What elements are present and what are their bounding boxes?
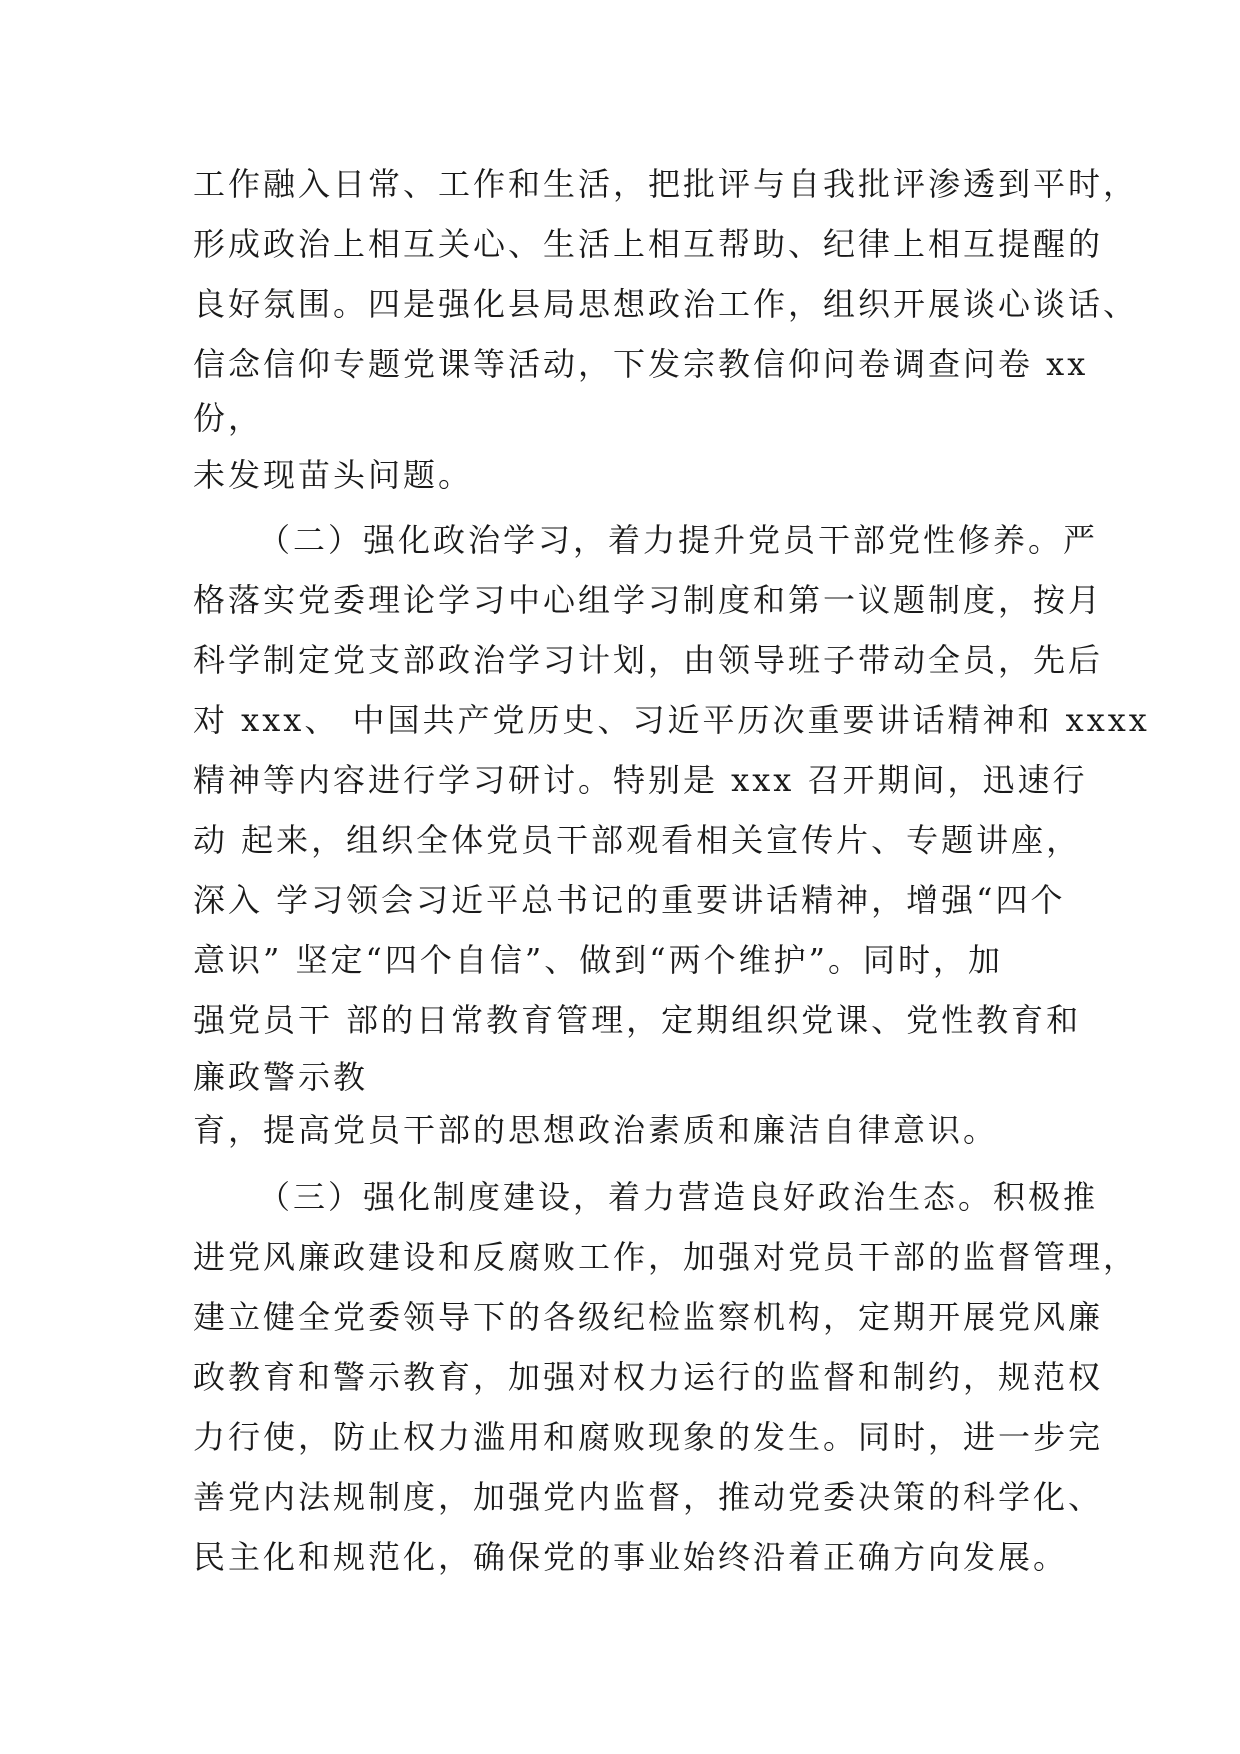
paragraph-2-line-8: 意识” 坚定“四个自信”、做到“两个维护”。同时，加 [193, 941, 1003, 979]
paragraph-1-line-3: 良好氛围。四是强化县局思想政治工作，组织开展谈心谈话、 [193, 285, 1139, 323]
paragraph-1-line-1: 工作融入日常、工作和生活，把批评与自我批评渗透到平时， [193, 165, 1139, 203]
paragraph-2-line-9: 强党员干 部的日常教育管理，定期组织党课、党性教育和 [193, 1001, 1082, 1039]
paragraph-3-line-1: （三）强化制度建设，着力营造良好政治生态。积极推 [258, 1178, 1099, 1216]
paragraph-2-line-7: 深入 学习领会习近平总书记的重要讲话精神，增强“四个 [193, 881, 1066, 919]
paragraph-3-line-6: 善党内法规制度，加强党内监督，推动党委决策的科学化、 [193, 1478, 1104, 1516]
paragraph-3-line-4: 政教育和警示教育，加强对权力运行的监督和制约，规范权 [193, 1358, 1104, 1396]
paragraph-1-line-4: 信念信仰专题党课等活动，下发宗教信仰问卷调查问卷 xx [193, 345, 1089, 383]
paragraph-3-line-7: 民主化和规范化，确保党的事业始终沿着正确方向发展。 [193, 1538, 1069, 1576]
paragraph-1-line-5: 份， [193, 399, 264, 437]
paragraph-2-line-4: 对 xxx、 中国共产党历史、习近平历次重要讲话精神和 xxxx [193, 701, 1150, 739]
paragraph-3-line-2: 进党风廉政建设和反腐败工作，加强对党员干部的监督管理， [193, 1238, 1139, 1276]
paragraph-2-line-3: 科学制定党支部政治学习计划，由领导班子带动全员，先后 [193, 641, 1104, 679]
paragraph-1-line-2: 形成政治上相互关心、生活上相互帮助、纪律上相互提醒的 [193, 225, 1104, 263]
paragraph-2-line-1: （二）强化政治学习，着力提升党员干部党性修养。严 [258, 521, 1099, 559]
paragraph-1-line-6: 未发现苗头问题。 [193, 456, 474, 494]
paragraph-3-line-5: 力行使，防止权力滥用和腐败现象的发生。同时，进一步完 [193, 1418, 1104, 1456]
paragraph-2-line-6: 动 起来，组织全体党员干部观看相关宣传片、专题讲座， [193, 821, 1082, 859]
paragraph-2-line-10: 廉政警示教 [193, 1058, 369, 1096]
paragraph-2-line-2: 格落实党委理论学习中心组学习制度和第一议题制度，按月 [193, 581, 1104, 619]
paragraph-2-line-5: 精神等内容进行学习研讨。特别是 xxx 召开期间，迅速行 [193, 761, 1088, 799]
paragraph-3-line-3: 建立健全党委领导下的各级纪检监察机构，定期开展党风廉 [193, 1298, 1104, 1336]
paragraph-2-line-11: 育，提高党员干部的思想政治素质和廉洁自律意识。 [193, 1111, 999, 1149]
